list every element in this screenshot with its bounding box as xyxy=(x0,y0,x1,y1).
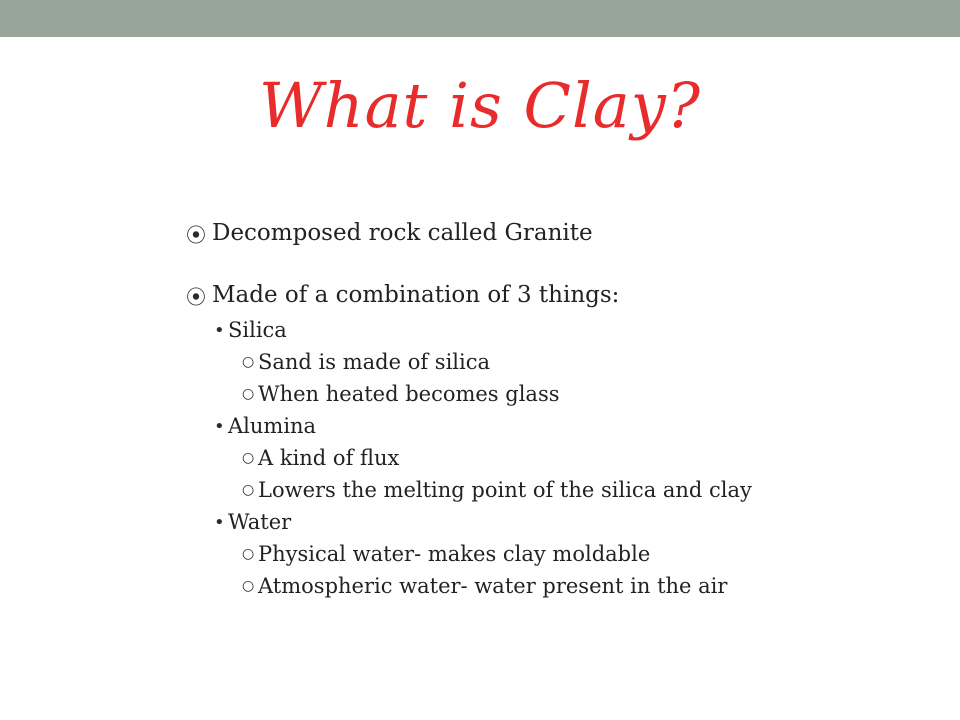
detail-text: Sand is made of silica xyxy=(258,350,490,374)
detail-item xyxy=(242,346,906,378)
detail-item xyxy=(242,538,906,570)
dot-bullet-icon: • xyxy=(214,511,225,533)
hollow-circle-bullet-icon: ○ xyxy=(242,546,255,562)
component-item-water xyxy=(214,506,906,538)
detail-item xyxy=(242,474,906,506)
slide-top-bar xyxy=(0,0,960,37)
hollow-circle-bullet-icon: ○ xyxy=(242,482,255,498)
hollow-circle-bullet-icon: ○ xyxy=(242,578,255,594)
hollow-circle-bullet-icon: ○ xyxy=(242,354,255,370)
detail-text: Atmospheric water- water present in the air xyxy=(258,574,728,598)
detail-text: When heated becomes glass xyxy=(258,382,560,406)
hollow-circle-bullet-icon: ○ xyxy=(242,386,255,402)
hollow-circle-bullet-icon: ○ xyxy=(242,450,255,466)
component-item-silica xyxy=(214,314,906,346)
detail-text: A kind of flux xyxy=(258,446,400,470)
circled-dot-bullet-icon: ⦿ xyxy=(186,284,206,309)
component-name: Silica xyxy=(228,318,287,342)
bullet-text: Made of a combination of 3 things: xyxy=(212,282,620,308)
component-name: Alumina xyxy=(228,414,317,438)
slide-content xyxy=(186,214,906,602)
detail-item xyxy=(242,570,906,602)
detail-item xyxy=(242,442,906,474)
detail-text: Physical water- makes clay moldable xyxy=(258,542,651,566)
bullet-text: Decomposed rock called Granite xyxy=(212,220,593,246)
dot-bullet-icon: • xyxy=(214,415,225,437)
component-name: Water xyxy=(228,510,292,534)
circled-dot-bullet-icon: ⦿ xyxy=(186,222,206,247)
bullet-item-granite xyxy=(186,214,906,252)
bullet-item-combination xyxy=(186,276,906,314)
component-item-alumina xyxy=(214,410,906,442)
dot-bullet-icon: • xyxy=(214,319,225,341)
slide-title: What is Clay? xyxy=(258,69,702,142)
detail-text: Lowers the melting point of the silica and clay xyxy=(258,478,752,502)
detail-item xyxy=(242,378,906,410)
